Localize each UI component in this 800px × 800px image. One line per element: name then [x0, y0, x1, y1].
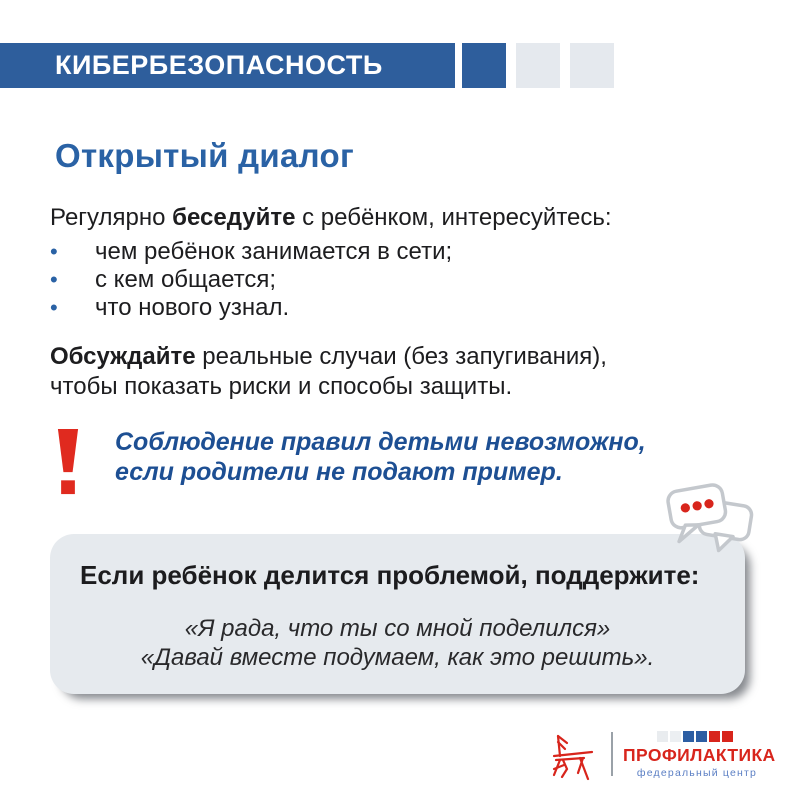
page-title: Открытый диалог — [55, 137, 355, 174]
header-title: КИБЕРБЕЗОПАСНОСТЬ — [55, 50, 383, 80]
header-decor-square-blue — [462, 43, 506, 88]
logo-squares — [657, 731, 771, 742]
header-decor-square-gray-2 — [570, 43, 614, 88]
intro-text — [50, 204, 612, 232]
discuss-post: реальные случаи (без запугивания), — [195, 343, 607, 370]
chat-bubbles-icon — [660, 481, 762, 561]
discuss-paragraph — [50, 342, 607, 402]
discuss-bold: Обсуждайте — [50, 343, 196, 370]
intro-pre: Регулярно — [50, 204, 173, 231]
logo-brand-name: ПРОФИЛАКТИКА — [623, 745, 776, 765]
brand-mark-icon — [546, 729, 596, 781]
header-bar — [0, 43, 455, 88]
logo-square-red — [722, 731, 733, 742]
prophylactics-logo — [623, 731, 776, 779]
logo-square-blue — [683, 731, 694, 742]
logo-square-gray — [657, 731, 668, 742]
logo-brand-subtitle: федеральный центр — [636, 767, 758, 779]
bullet-text: чем ребёнок занимается в сети; — [95, 238, 453, 265]
warning-line2: если родители не подают пример. — [115, 458, 563, 486]
logo-square-blue — [696, 731, 707, 742]
warning-text — [115, 425, 646, 501]
quote-1: «Я рада, что ты со мной поделился» — [184, 615, 611, 642]
bullet-dot-icon: • — [50, 267, 58, 292]
warning-block — [57, 425, 646, 501]
exclamation-icon — [57, 428, 79, 501]
intro-bold: беседуйте — [172, 204, 296, 231]
list-item — [50, 294, 452, 322]
bullet-text: с кем общается; — [95, 266, 277, 293]
bullet-text: что нового узнал. — [95, 294, 290, 321]
warning-line1: Соблюдение правил детьми невозможно, — [115, 428, 646, 456]
logo-square-gray — [670, 731, 681, 742]
bullet-list — [50, 238, 452, 322]
discuss-line2: чтобы показать риски и способы защиты. — [50, 373, 513, 400]
bullet-dot-icon: • — [50, 295, 58, 320]
support-box-heading: Если ребёнок делится проблемой, поддержите: — [80, 560, 700, 590]
logo-square-red — [709, 731, 720, 742]
footer-divider — [611, 732, 613, 776]
list-item — [50, 238, 452, 266]
header-decor-square-gray-1 — [516, 43, 560, 88]
intro-post: с ребёнком, интересуйтесь: — [295, 204, 612, 231]
support-box — [50, 534, 745, 694]
support-box-quotes — [50, 614, 745, 672]
list-item — [50, 266, 452, 294]
quote-2: «Давай вместе подумаем, как это решить». — [140, 644, 655, 671]
bullet-dot-icon: • — [50, 239, 58, 264]
